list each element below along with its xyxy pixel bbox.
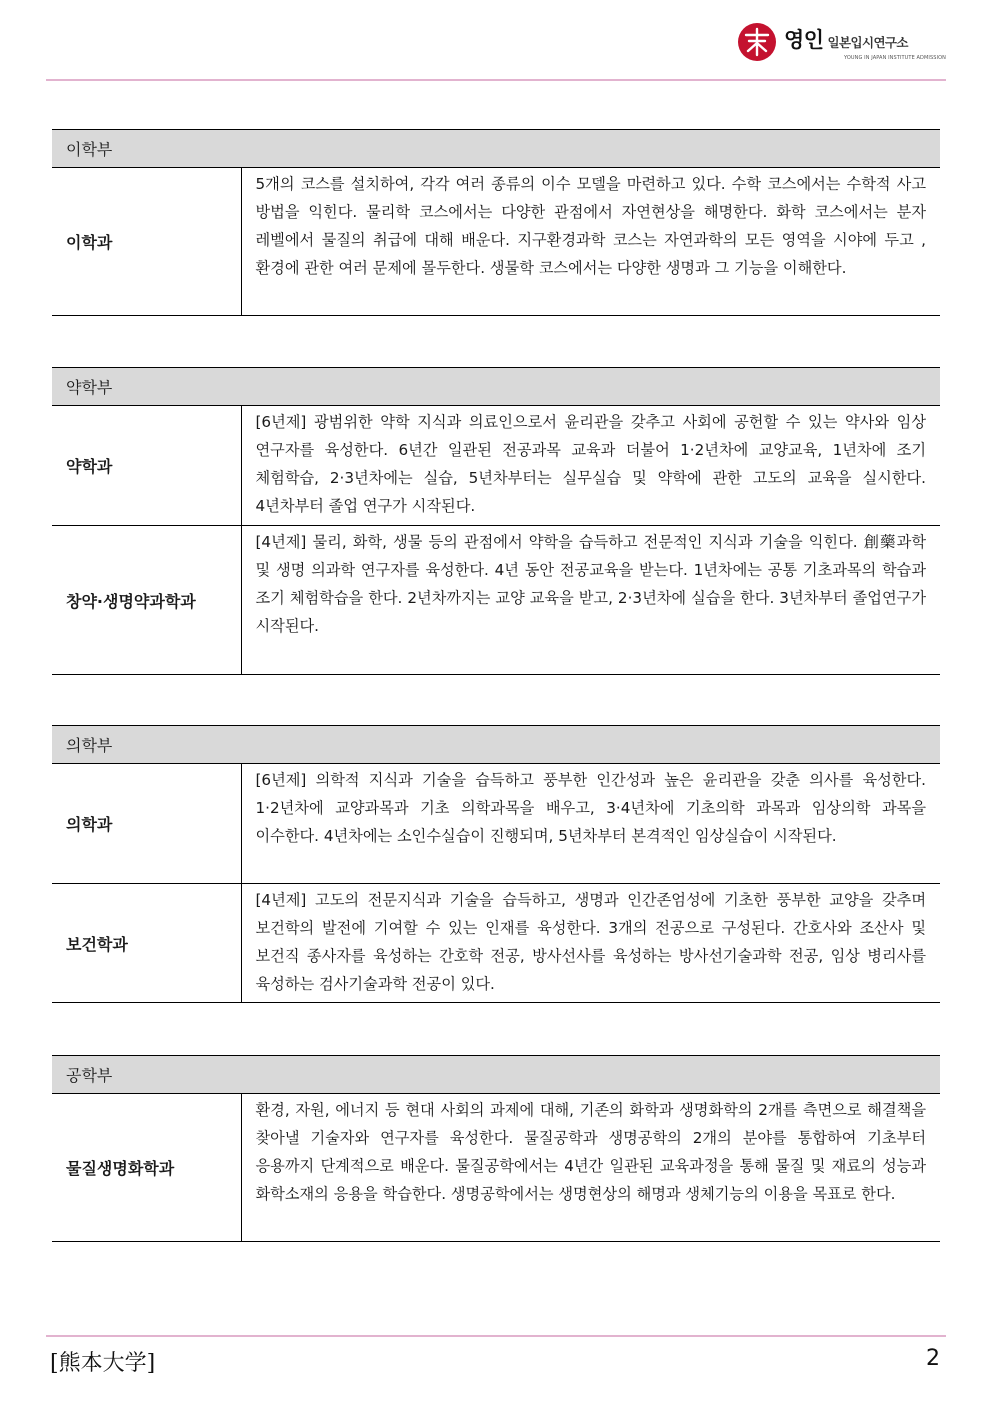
table-row xyxy=(52,764,940,884)
faculty-table-engineering xyxy=(52,1055,940,1242)
department-name: 창약·생명약과학과 xyxy=(52,526,241,675)
department-description: [4년제] 고도의 전문지식과 기술을 습득하고, 생명과 인간존엄성에 기초한 풍부한 교양을 갖추며 보건학의 발전에 기여할 수 있는 인재를 육성한다. 3개의 전공으로 구성된다. 간호사와 조산사 및 보건직 종사자를 육성하는 간호학 전공, 방사선사를 육성하는 방사선기술과학 전공, 임상 병리사를 육성하는 검사기술과학 전공이 있다. xyxy=(241,884,940,1003)
table-row xyxy=(52,1094,940,1242)
department-description: 5개의 코스를 설치하여, 각각 여러 종류의 이수 모델을 마련하고 있다. 수학 코스에서는 수학적 사고 방법을 익힌다. 물리학 코스에서는 다양한 관점에서 자연현상을 해명한다. 화학 코스에서는 분자 레벨에서 물질의 취급에 대해 배운다. 지구환경과학 코스는 자연과학의 모든 영역을 시야에 두고 , 환경에 관한 여러 문제에 몰두한다. 생물학 코스에서는 다양한 생명과 그 기능을 이해한다. xyxy=(241,168,940,316)
logo-subtitle: 일본입시연구소 xyxy=(827,34,908,50)
department-description: 환경, 자원, 에너지 등 현대 사회의 과제에 대해, 기존의 화학과 생명화학의 2개를 측면으로 해결책을 찾아낼 기술자와 연구자를 육성한다. 물질공학과 생명공학의 2개의 분야를 통합하여 기초부터 응용까지 단계적으로 배운다. 물질공학에서는 4년간 일관된 교육과정을 통해 물질 및 재료의 성능과 화학소재의 응용을 학습한다. 생명공학에서는 생명현상의 해명과 생체기능의 이용을 목표로 한다. xyxy=(241,1094,940,1242)
page-number: 2 xyxy=(926,1346,940,1371)
faculty-header: 공학부 xyxy=(52,1056,940,1094)
logo-tagline: YOUNG IN JAPAN INSTITUTE ADMISSION xyxy=(843,54,946,61)
department-description: [6년제] 광범위한 약학 지식과 의료인으로서 윤리관을 갖추고 사회에 공헌할 수 있는 약사와 임상 연구자를 육성한다. 6년간 일관된 전공과목 교육과 더불어 1·2년차에 교양교육, 1년차에 조기 체험학습, 2·3년차에는 실습, 5년차부터는 실무실습 및 약학에 관한 고도의 교육을 실시한다. 4년차부터 졸업 연구가 시작된다. xyxy=(241,406,940,526)
faculty-table-medicine xyxy=(52,725,940,1003)
faculty-header: 의학부 xyxy=(52,726,940,764)
department-description: [6년제] 의학적 지식과 기술을 습득하고 풍부한 인간성과 높은 윤리관을 갖춘 의사를 육성한다. 1·2년차에 교양과목과 기초 의학과목을 배우고, 3·4년차에 기초의학 과목과 임상의학 과목을 이수한다. 4년차에는 소인수실습이 진행되며, 5년차부터 본격적인 임상실습이 시작된다. xyxy=(241,764,940,884)
department-name: 물질생명화학과 xyxy=(52,1094,241,1242)
footer-university: [熊本大学] xyxy=(50,1351,156,1376)
header-divider xyxy=(46,79,946,81)
department-name: 이학과 xyxy=(52,168,241,316)
header-logo xyxy=(736,20,946,64)
faculty-table-science xyxy=(52,129,940,316)
faculty-table-pharmacy xyxy=(52,367,940,675)
logo-emblem-icon xyxy=(736,21,778,63)
footer-divider xyxy=(46,1335,946,1337)
department-name: 약학과 xyxy=(52,406,241,526)
department-name: 의학과 xyxy=(52,764,241,884)
table-row xyxy=(52,168,940,316)
table-row xyxy=(52,526,940,675)
logo-name: 영인 xyxy=(783,27,824,52)
faculty-header: 이학부 xyxy=(52,130,940,168)
table-row xyxy=(52,884,940,1003)
department-description: [4년제] 물리, 화학, 생물 등의 관점에서 약학을 습득하고 전문적인 지식과 기술을 익힌다. 創藥과학 및 생명 의과학 연구자를 육성한다. 4년 동안 전공교육을 받는다. 1년차에는 공통 기초과목의 학습과 조기 체험학습을 한다. 2년차까지는 교양 교육을 받고, 2·3년차에 실습을 한다. 3년차부터 졸업연구가 시작된다. xyxy=(241,526,940,675)
department-name: 보건학과 xyxy=(52,884,241,1003)
table-row xyxy=(52,406,940,526)
faculty-header: 약학부 xyxy=(52,368,940,406)
